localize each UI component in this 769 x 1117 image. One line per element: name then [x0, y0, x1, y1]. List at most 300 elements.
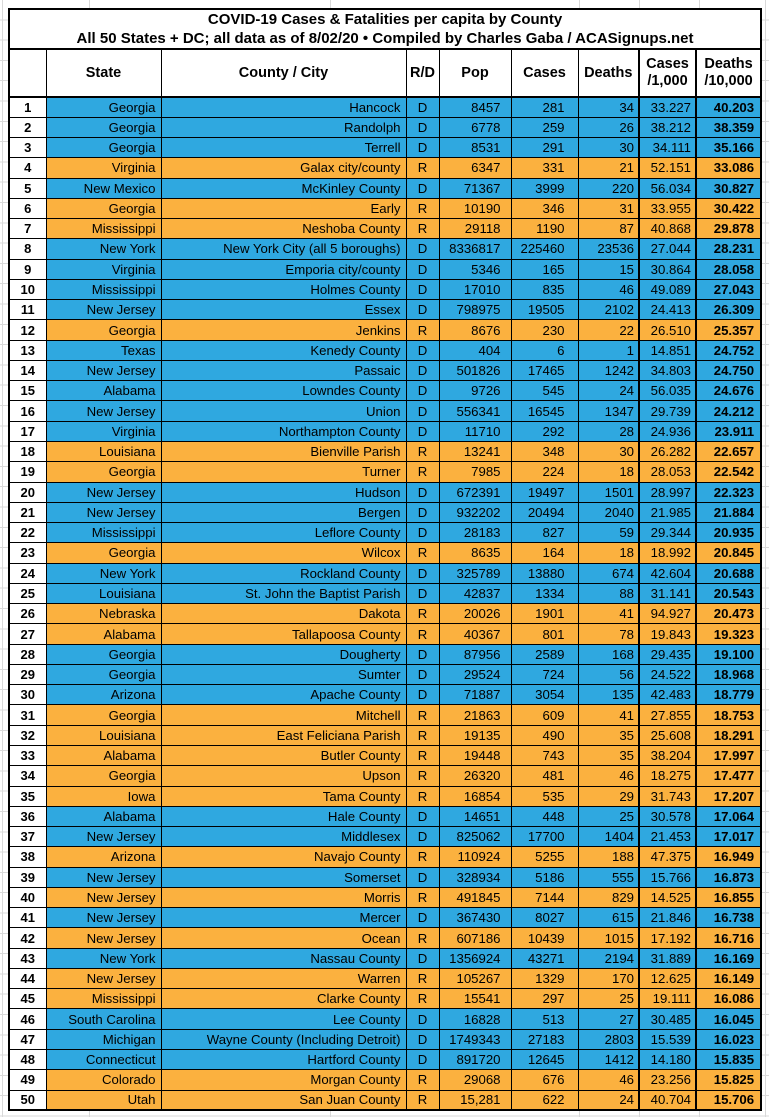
cell-party[interactable]: R — [406, 928, 439, 948]
cell-county[interactable]: Nassau County — [161, 948, 406, 968]
cell-cases-per-1000[interactable]: 31.889 — [639, 948, 696, 968]
cell-county[interactable]: Wilcox — [161, 543, 406, 563]
cell-rank[interactable]: 33 — [9, 746, 46, 766]
cell-pop[interactable]: 40367 — [439, 624, 511, 644]
cell-party[interactable]: R — [406, 766, 439, 786]
cell-state[interactable]: Utah — [46, 1090, 161, 1110]
cell-state[interactable]: New Mexico — [46, 178, 161, 198]
cell-state[interactable]: Virginia — [46, 158, 161, 178]
cell-state[interactable]: Georgia — [46, 320, 161, 340]
cell-party[interactable]: D — [406, 138, 439, 158]
cell-deaths-per-10000[interactable]: 19.100 — [696, 644, 761, 664]
cell-rank[interactable]: 29 — [9, 664, 46, 684]
cell-deaths[interactable]: 1501 — [578, 482, 639, 502]
cell-cases[interactable]: 535 — [511, 786, 578, 806]
cell-cases[interactable]: 1190 — [511, 219, 578, 239]
cell-deaths-per-10000[interactable]: 30.827 — [696, 178, 761, 198]
cell-cases[interactable]: 6 — [511, 340, 578, 360]
cell-pop[interactable]: 607186 — [439, 928, 511, 948]
cell-pop[interactable]: 29118 — [439, 219, 511, 239]
cell-cases-per-1000[interactable]: 14.851 — [639, 340, 696, 360]
cell-party[interactable]: R — [406, 604, 439, 624]
cell-deaths-per-10000[interactable]: 20.845 — [696, 543, 761, 563]
cell-rank[interactable]: 4 — [9, 158, 46, 178]
cell-party[interactable]: D — [406, 381, 439, 401]
cell-rank[interactable]: 2 — [9, 117, 46, 137]
cell-cases[interactable]: 8027 — [511, 908, 578, 928]
cell-state[interactable]: Colorado — [46, 1070, 161, 1090]
cell-party[interactable]: R — [406, 887, 439, 907]
cell-deaths[interactable]: 1242 — [578, 360, 639, 380]
cell-deaths-per-10000[interactable]: 17.064 — [696, 806, 761, 826]
cell-cases[interactable]: 12645 — [511, 1049, 578, 1069]
cell-party[interactable]: D — [406, 806, 439, 826]
cell-deaths-per-10000[interactable]: 17.477 — [696, 766, 761, 786]
cell-state[interactable]: Connecticut — [46, 1049, 161, 1069]
cell-deaths[interactable]: 78 — [578, 624, 639, 644]
cell-deaths-per-10000[interactable]: 24.752 — [696, 340, 761, 360]
cell-deaths-per-10000[interactable]: 16.149 — [696, 968, 761, 988]
cell-state[interactable]: Louisiana — [46, 583, 161, 603]
cell-deaths[interactable]: 2102 — [578, 300, 639, 320]
cell-rank[interactable]: 12 — [9, 320, 46, 340]
header-pop[interactable]: Pop — [439, 49, 511, 97]
cell-party[interactable]: R — [406, 786, 439, 806]
cell-deaths-per-10000[interactable]: 40.203 — [696, 97, 761, 117]
cell-cases[interactable]: 164 — [511, 543, 578, 563]
cell-cases-per-1000[interactable]: 47.375 — [639, 847, 696, 867]
cell-cases[interactable]: 5186 — [511, 867, 578, 887]
cell-state[interactable]: New Jersey — [46, 502, 161, 522]
cell-rank[interactable]: 23 — [9, 543, 46, 563]
header-party[interactable]: R/D — [406, 49, 439, 97]
cell-deaths[interactable]: 35 — [578, 746, 639, 766]
cell-pop[interactable]: 556341 — [439, 401, 511, 421]
cell-state[interactable]: Louisiana — [46, 442, 161, 462]
cell-deaths[interactable]: 22 — [578, 320, 639, 340]
cell-cases[interactable]: 19505 — [511, 300, 578, 320]
cell-pop[interactable]: 19448 — [439, 746, 511, 766]
cell-state[interactable]: New Jersey — [46, 887, 161, 907]
cell-pop[interactable]: 6347 — [439, 158, 511, 178]
cell-party[interactable]: D — [406, 178, 439, 198]
cell-county[interactable]: Morris — [161, 887, 406, 907]
cell-deaths-per-10000[interactable]: 15.835 — [696, 1049, 761, 1069]
cell-county[interactable]: Leflore County — [161, 523, 406, 543]
cell-state[interactable]: Mississippi — [46, 219, 161, 239]
cell-pop[interactable]: 21863 — [439, 705, 511, 725]
cell-cases-per-1000[interactable]: 28.053 — [639, 462, 696, 482]
cell-cases-per-1000[interactable]: 30.864 — [639, 259, 696, 279]
cell-party[interactable]: D — [406, 644, 439, 664]
cell-rank[interactable]: 13 — [9, 340, 46, 360]
cell-rank[interactable]: 48 — [9, 1049, 46, 1069]
cell-cases[interactable]: 7144 — [511, 887, 578, 907]
cell-cases[interactable]: 16545 — [511, 401, 578, 421]
cell-deaths-per-10000[interactable]: 18.779 — [696, 685, 761, 705]
cell-deaths[interactable]: 170 — [578, 968, 639, 988]
cell-county[interactable]: Hartford County — [161, 1049, 406, 1069]
cell-county[interactable]: Middlesex — [161, 827, 406, 847]
cell-cases[interactable]: 801 — [511, 624, 578, 644]
cell-cases[interactable]: 225460 — [511, 239, 578, 259]
cell-party[interactable]: R — [406, 198, 439, 218]
cell-cases[interactable]: 230 — [511, 320, 578, 340]
cell-rank[interactable]: 27 — [9, 624, 46, 644]
cell-rank[interactable]: 24 — [9, 563, 46, 583]
cell-state[interactable]: Georgia — [46, 138, 161, 158]
cell-cases[interactable]: 346 — [511, 198, 578, 218]
cell-cases-per-1000[interactable]: 33.227 — [639, 97, 696, 117]
cell-pop[interactable]: 672391 — [439, 482, 511, 502]
cell-county[interactable]: Dakota — [161, 604, 406, 624]
cell-deaths-per-10000[interactable]: 38.359 — [696, 117, 761, 137]
cell-party[interactable]: D — [406, 948, 439, 968]
cell-cases[interactable]: 609 — [511, 705, 578, 725]
cell-deaths[interactable]: 2194 — [578, 948, 639, 968]
cell-cases-per-1000[interactable]: 34.111 — [639, 138, 696, 158]
cell-deaths[interactable]: 59 — [578, 523, 639, 543]
cell-deaths[interactable]: 46 — [578, 279, 639, 299]
cell-pop[interactable]: 9726 — [439, 381, 511, 401]
cell-county[interactable]: Galax city/county — [161, 158, 406, 178]
cell-county[interactable]: Northampton County — [161, 421, 406, 441]
cell-cases[interactable]: 3999 — [511, 178, 578, 198]
cell-county[interactable]: Neshoba County — [161, 219, 406, 239]
cell-deaths[interactable]: 188 — [578, 847, 639, 867]
cell-state[interactable]: Arizona — [46, 685, 161, 705]
cell-party[interactable]: D — [406, 1029, 439, 1049]
cell-deaths-per-10000[interactable]: 24.676 — [696, 381, 761, 401]
cell-rank[interactable]: 40 — [9, 887, 46, 907]
cell-party[interactable]: D — [406, 664, 439, 684]
cell-county[interactable]: Somerset — [161, 867, 406, 887]
cell-cases-per-1000[interactable]: 40.704 — [639, 1090, 696, 1110]
cell-county[interactable]: Navajo County — [161, 847, 406, 867]
cell-state[interactable]: Michigan — [46, 1029, 161, 1049]
cell-state[interactable]: Mississippi — [46, 989, 161, 1009]
cell-cases-per-1000[interactable]: 29.739 — [639, 401, 696, 421]
cell-pop[interactable]: 28183 — [439, 523, 511, 543]
cell-county[interactable]: Warren — [161, 968, 406, 988]
cell-party[interactable]: D — [406, 563, 439, 583]
cell-deaths-per-10000[interactable]: 29.878 — [696, 219, 761, 239]
cell-deaths[interactable]: 168 — [578, 644, 639, 664]
cell-state[interactable]: Georgia — [46, 664, 161, 684]
cell-party[interactable]: D — [406, 279, 439, 299]
cell-county[interactable]: Mitchell — [161, 705, 406, 725]
cell-rank[interactable]: 39 — [9, 867, 46, 887]
cell-county[interactable]: Turner — [161, 462, 406, 482]
cell-deaths[interactable]: 29 — [578, 786, 639, 806]
cell-rank[interactable]: 16 — [9, 401, 46, 421]
cell-deaths[interactable]: 87 — [578, 219, 639, 239]
header-cases-per-1000[interactable]: Cases /1,000 — [639, 49, 696, 97]
cell-deaths[interactable]: 30 — [578, 442, 639, 462]
cell-cases-per-1000[interactable]: 52.151 — [639, 158, 696, 178]
cell-pop[interactable]: 10190 — [439, 198, 511, 218]
cell-rank[interactable]: 50 — [9, 1090, 46, 1110]
cell-deaths-per-10000[interactable]: 33.086 — [696, 158, 761, 178]
cell-deaths-per-10000[interactable]: 25.357 — [696, 320, 761, 340]
cell-party[interactable]: D — [406, 502, 439, 522]
cell-state[interactable]: Georgia — [46, 766, 161, 786]
cell-cases[interactable]: 20494 — [511, 502, 578, 522]
cell-cases[interactable]: 724 — [511, 664, 578, 684]
cell-cases-per-1000[interactable]: 23.256 — [639, 1070, 696, 1090]
cell-cases-per-1000[interactable]: 31.141 — [639, 583, 696, 603]
cell-cases-per-1000[interactable]: 34.803 — [639, 360, 696, 380]
cell-deaths-per-10000[interactable]: 20.935 — [696, 523, 761, 543]
cell-cases-per-1000[interactable]: 27.855 — [639, 705, 696, 725]
cell-party[interactable]: R — [406, 989, 439, 1009]
cell-party[interactable]: D — [406, 401, 439, 421]
cell-cases-per-1000[interactable]: 42.604 — [639, 563, 696, 583]
cell-state[interactable]: Texas — [46, 340, 161, 360]
cell-rank[interactable]: 43 — [9, 948, 46, 968]
cell-cases-per-1000[interactable]: 21.985 — [639, 502, 696, 522]
cell-county[interactable]: East Feliciana Parish — [161, 725, 406, 745]
cell-deaths[interactable]: 31 — [578, 198, 639, 218]
cell-cases[interactable]: 622 — [511, 1090, 578, 1110]
cell-pop[interactable]: 29524 — [439, 664, 511, 684]
cell-deaths-per-10000[interactable]: 22.323 — [696, 482, 761, 502]
cell-deaths[interactable]: 1347 — [578, 401, 639, 421]
cell-rank[interactable]: 34 — [9, 766, 46, 786]
cell-party[interactable]: R — [406, 624, 439, 644]
cell-county[interactable]: Wayne County (Including Detroit) — [161, 1029, 406, 1049]
cell-deaths[interactable]: 15 — [578, 259, 639, 279]
cell-state[interactable]: Georgia — [46, 705, 161, 725]
cell-deaths-per-10000[interactable]: 24.750 — [696, 360, 761, 380]
cell-party[interactable]: R — [406, 219, 439, 239]
cell-pop[interactable]: 16828 — [439, 1009, 511, 1029]
cell-deaths-per-10000[interactable]: 20.688 — [696, 563, 761, 583]
cell-cases[interactable]: 545 — [511, 381, 578, 401]
cell-party[interactable]: D — [406, 259, 439, 279]
header-deaths[interactable]: Deaths — [578, 49, 639, 97]
cell-deaths[interactable]: 829 — [578, 887, 639, 907]
cell-cases[interactable]: 676 — [511, 1070, 578, 1090]
cell-deaths-per-10000[interactable]: 22.542 — [696, 462, 761, 482]
cell-pop[interactable]: 825062 — [439, 827, 511, 847]
cell-deaths-per-10000[interactable]: 24.212 — [696, 401, 761, 421]
cell-deaths[interactable]: 615 — [578, 908, 639, 928]
cell-rank[interactable]: 45 — [9, 989, 46, 1009]
cell-cases-per-1000[interactable]: 40.868 — [639, 219, 696, 239]
cell-cases[interactable]: 743 — [511, 746, 578, 766]
cell-county[interactable]: Passaic — [161, 360, 406, 380]
cell-party[interactable]: R — [406, 847, 439, 867]
cell-deaths-per-10000[interactable]: 18.291 — [696, 725, 761, 745]
header-rank[interactable] — [9, 49, 46, 97]
cell-cases[interactable]: 1901 — [511, 604, 578, 624]
cell-deaths[interactable]: 88 — [578, 583, 639, 603]
cell-deaths[interactable]: 46 — [578, 766, 639, 786]
cell-county[interactable]: Mercer — [161, 908, 406, 928]
cell-cases[interactable]: 281 — [511, 97, 578, 117]
cell-county[interactable]: Emporia city/county — [161, 259, 406, 279]
cell-party[interactable]: D — [406, 239, 439, 259]
header-state[interactable]: State — [46, 49, 161, 97]
cell-deaths[interactable]: 41 — [578, 705, 639, 725]
cell-rank[interactable]: 7 — [9, 219, 46, 239]
cell-cases-per-1000[interactable]: 38.212 — [639, 117, 696, 137]
cell-pop[interactable]: 16854 — [439, 786, 511, 806]
cell-county[interactable]: St. John the Baptist Parish — [161, 583, 406, 603]
cell-deaths-per-10000[interactable]: 18.968 — [696, 664, 761, 684]
cell-pop[interactable]: 87956 — [439, 644, 511, 664]
cell-deaths-per-10000[interactable]: 27.043 — [696, 279, 761, 299]
cell-rank[interactable]: 5 — [9, 178, 46, 198]
cell-pop[interactable]: 932202 — [439, 502, 511, 522]
cell-state[interactable]: New York — [46, 948, 161, 968]
cell-pop[interactable]: 29068 — [439, 1070, 511, 1090]
cell-rank[interactable]: 26 — [9, 604, 46, 624]
cell-rank[interactable]: 14 — [9, 360, 46, 380]
cell-deaths[interactable]: 23536 — [578, 239, 639, 259]
cell-state[interactable]: New Jersey — [46, 482, 161, 502]
cell-pop[interactable]: 328934 — [439, 867, 511, 887]
cell-pop[interactable]: 367430 — [439, 908, 511, 928]
cell-party[interactable]: D — [406, 97, 439, 117]
cell-county[interactable]: Hudson — [161, 482, 406, 502]
cell-deaths[interactable]: 27 — [578, 1009, 639, 1029]
cell-state[interactable]: Mississippi — [46, 523, 161, 543]
cell-party[interactable]: D — [406, 523, 439, 543]
cell-state[interactable]: Alabama — [46, 806, 161, 826]
cell-cases[interactable]: 43271 — [511, 948, 578, 968]
cell-deaths[interactable]: 41 — [578, 604, 639, 624]
cell-county[interactable]: Upson — [161, 766, 406, 786]
cell-county[interactable]: Union — [161, 401, 406, 421]
header-cases[interactable]: Cases — [511, 49, 578, 97]
cell-county[interactable]: Sumter — [161, 664, 406, 684]
cell-cases[interactable]: 17465 — [511, 360, 578, 380]
cell-cases-per-1000[interactable]: 30.485 — [639, 1009, 696, 1029]
cell-party[interactable]: D — [406, 583, 439, 603]
cell-state[interactable]: Georgia — [46, 543, 161, 563]
cell-state[interactable]: Louisiana — [46, 725, 161, 745]
cell-cases[interactable]: 17700 — [511, 827, 578, 847]
cell-party[interactable]: R — [406, 462, 439, 482]
cell-state[interactable]: Virginia — [46, 259, 161, 279]
cell-cases[interactable]: 10439 — [511, 928, 578, 948]
cell-pop[interactable]: 325789 — [439, 563, 511, 583]
cell-county[interactable]: Apache County — [161, 685, 406, 705]
cell-cases[interactable]: 5255 — [511, 847, 578, 867]
cell-deaths-per-10000[interactable]: 16.738 — [696, 908, 761, 928]
cell-rank[interactable]: 36 — [9, 806, 46, 826]
cell-deaths[interactable]: 35 — [578, 725, 639, 745]
cell-cases[interactable]: 292 — [511, 421, 578, 441]
cell-cases[interactable]: 165 — [511, 259, 578, 279]
cell-county[interactable]: Ocean — [161, 928, 406, 948]
cell-rank[interactable]: 35 — [9, 786, 46, 806]
cell-deaths[interactable]: 2040 — [578, 502, 639, 522]
cell-county[interactable]: Clarke County — [161, 989, 406, 1009]
cell-pop[interactable]: 8676 — [439, 320, 511, 340]
cell-cases-per-1000[interactable]: 94.927 — [639, 604, 696, 624]
cell-party[interactable]: R — [406, 442, 439, 462]
cell-cases[interactable]: 448 — [511, 806, 578, 826]
cell-deaths-per-10000[interactable]: 16.716 — [696, 928, 761, 948]
cell-cases-per-1000[interactable]: 38.204 — [639, 746, 696, 766]
cell-rank[interactable]: 31 — [9, 705, 46, 725]
cell-pop[interactable]: 17010 — [439, 279, 511, 299]
cell-pop[interactable]: 8531 — [439, 138, 511, 158]
cell-pop[interactable]: 491845 — [439, 887, 511, 907]
cell-pop[interactable]: 891720 — [439, 1049, 511, 1069]
cell-party[interactable]: R — [406, 158, 439, 178]
cell-rank[interactable]: 44 — [9, 968, 46, 988]
cell-cases[interactable]: 1329 — [511, 968, 578, 988]
cell-deaths-per-10000[interactable]: 17.997 — [696, 746, 761, 766]
cell-deaths-per-10000[interactable]: 35.166 — [696, 138, 761, 158]
cell-state[interactable]: New Jersey — [46, 908, 161, 928]
cell-rank[interactable]: 3 — [9, 138, 46, 158]
cell-deaths[interactable]: 1404 — [578, 827, 639, 847]
cell-cases-per-1000[interactable]: 29.344 — [639, 523, 696, 543]
cell-county[interactable]: Butler County — [161, 746, 406, 766]
cell-state[interactable]: Georgia — [46, 644, 161, 664]
cell-pop[interactable]: 71367 — [439, 178, 511, 198]
cell-pop[interactable]: 7985 — [439, 462, 511, 482]
cell-cases[interactable]: 490 — [511, 725, 578, 745]
cell-county[interactable]: Rockland County — [161, 563, 406, 583]
cell-cases-per-1000[interactable]: 42.483 — [639, 685, 696, 705]
cell-rank[interactable]: 38 — [9, 847, 46, 867]
cell-pop[interactable]: 15,281 — [439, 1090, 511, 1110]
cell-cases-per-1000[interactable]: 49.089 — [639, 279, 696, 299]
cell-deaths-per-10000[interactable]: 16.023 — [696, 1029, 761, 1049]
cell-deaths-per-10000[interactable]: 16.169 — [696, 948, 761, 968]
cell-pop[interactable]: 6778 — [439, 117, 511, 137]
cell-rank[interactable]: 10 — [9, 279, 46, 299]
cell-deaths[interactable]: 28 — [578, 421, 639, 441]
cell-pop[interactable]: 105267 — [439, 968, 511, 988]
cell-cases[interactable]: 1334 — [511, 583, 578, 603]
cell-cases-per-1000[interactable]: 56.035 — [639, 381, 696, 401]
cell-cases-per-1000[interactable]: 33.955 — [639, 198, 696, 218]
cell-county[interactable]: Holmes County — [161, 279, 406, 299]
cell-deaths[interactable]: 135 — [578, 685, 639, 705]
cell-rank[interactable]: 9 — [9, 259, 46, 279]
cell-state[interactable]: New York — [46, 239, 161, 259]
cell-deaths[interactable]: 21 — [578, 158, 639, 178]
cell-rank[interactable]: 30 — [9, 685, 46, 705]
header-county[interactable]: County / City — [161, 49, 406, 97]
cell-state[interactable]: Alabama — [46, 746, 161, 766]
cell-deaths[interactable]: 2803 — [578, 1029, 639, 1049]
cell-deaths[interactable]: 18 — [578, 543, 639, 563]
cell-deaths-per-10000[interactable]: 15.825 — [696, 1070, 761, 1090]
cell-deaths[interactable]: 674 — [578, 563, 639, 583]
cell-cases-per-1000[interactable]: 24.413 — [639, 300, 696, 320]
cell-party[interactable]: D — [406, 867, 439, 887]
cell-cases-per-1000[interactable]: 29.435 — [639, 644, 696, 664]
cell-pop[interactable]: 42837 — [439, 583, 511, 603]
cell-cases-per-1000[interactable]: 24.522 — [639, 664, 696, 684]
cell-deaths[interactable]: 25 — [578, 806, 639, 826]
cell-county[interactable]: Morgan County — [161, 1070, 406, 1090]
cell-party[interactable]: R — [406, 320, 439, 340]
cell-cases[interactable]: 331 — [511, 158, 578, 178]
cell-cases-per-1000[interactable]: 21.453 — [639, 827, 696, 847]
cell-pop[interactable]: 8635 — [439, 543, 511, 563]
cell-county[interactable]: McKinley County — [161, 178, 406, 198]
cell-cases-per-1000[interactable]: 56.034 — [639, 178, 696, 198]
